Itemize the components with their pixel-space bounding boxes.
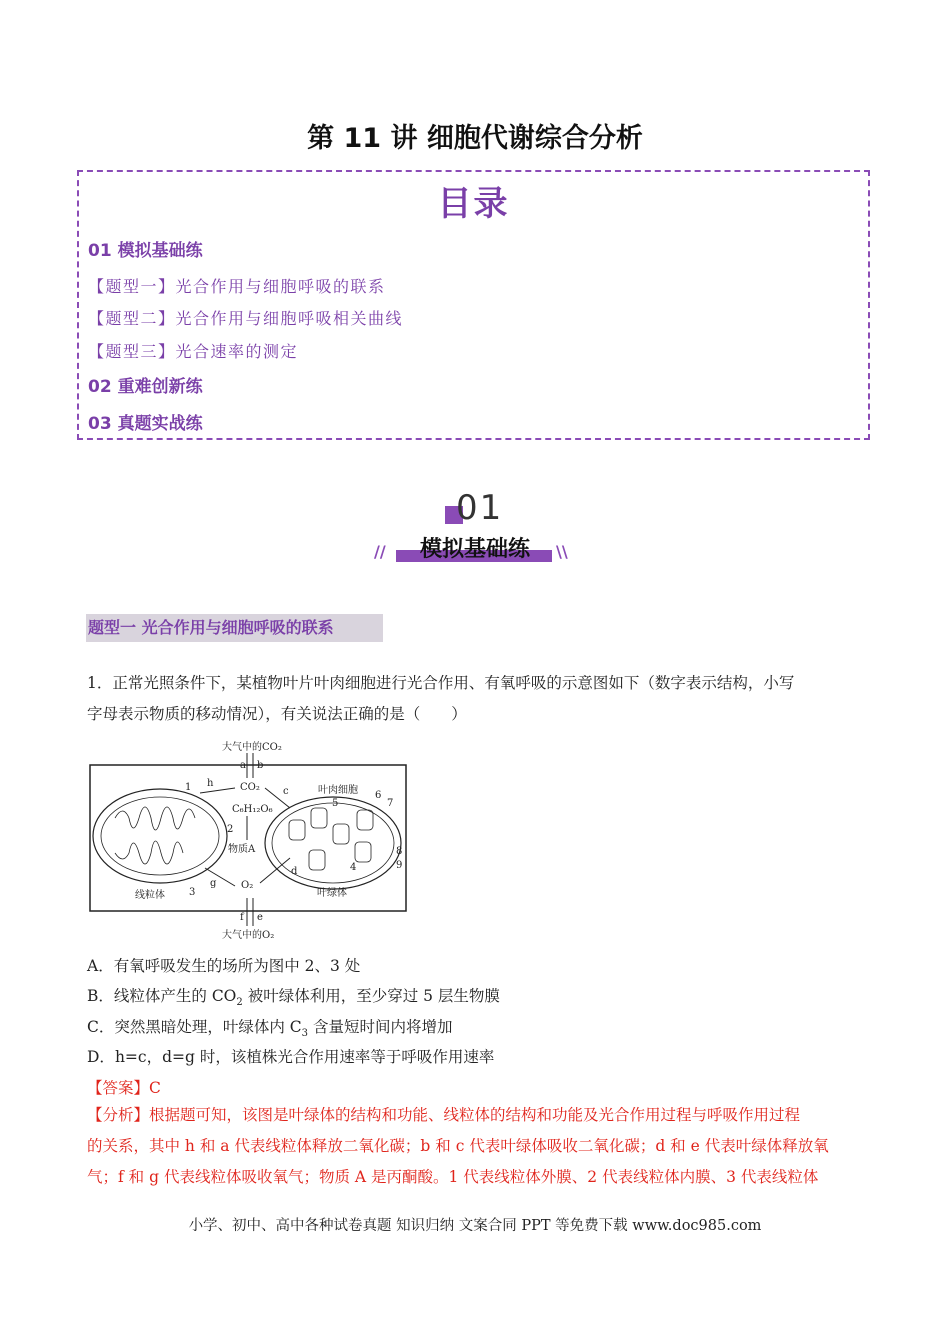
option-b-sub: 2 bbox=[236, 997, 243, 1009]
option-a[interactable] bbox=[87, 954, 360, 976]
answer-label: 【答案】 bbox=[87, 1079, 150, 1097]
toc-item-type-3[interactable]: 【题型三】光合速率的测定 bbox=[88, 342, 299, 361]
analysis-line-1: 根据题可知，该图是叶绿体的结构和功能、线粒体的结构和功能及光合作用过程与呼吸作用过程 bbox=[149, 1106, 801, 1124]
num-5: 5 bbox=[332, 798, 339, 809]
num-1: 1 bbox=[185, 782, 192, 793]
option-c[interactable] bbox=[87, 1015, 452, 1039]
label-e: e bbox=[257, 912, 263, 923]
toc-item-type-1[interactable]: 【题型一】光合作用与细胞呼吸的联系 bbox=[88, 277, 386, 296]
chloroplast-label: 叶绿体 bbox=[317, 888, 347, 899]
toc-item-section-01[interactable]: 01 模拟基础练 bbox=[88, 241, 203, 261]
option-c-sub: 3 bbox=[301, 1028, 309, 1040]
chloroplast-outer bbox=[265, 797, 401, 889]
option-d-text: h=c，d=g 时，该植株光合作用速率等于呼吸作用速率 bbox=[114, 1048, 495, 1066]
label-h: h bbox=[207, 778, 214, 789]
mitochondrion-cristae bbox=[115, 807, 195, 830]
cell-diagram bbox=[85, 738, 415, 943]
center-co2: CO₂ bbox=[240, 782, 260, 793]
num-4: 4 bbox=[350, 862, 357, 873]
mitochondrion-label: 线粒体 bbox=[135, 890, 165, 901]
question-stem-line-1: 1．正常光照条件下，某植物叶片叶肉细胞进行光合作用、有氧呼吸的示意图如下（数字表示结构，小写 bbox=[87, 674, 795, 692]
option-b-text-post: 被叶绿体利用，至少穿过 5 层生物膜 bbox=[242, 987, 500, 1005]
page-title: 第 11 讲 细胞代谢综合分析 bbox=[307, 123, 643, 154]
option-b-text-pre: 线粒体产生的 CO bbox=[113, 987, 237, 1005]
toc-item-type-2[interactable]: 【题型二】光合作用与细胞呼吸相关曲线 bbox=[88, 309, 404, 328]
num-3: 3 bbox=[189, 887, 196, 898]
question-type-heading: 题型一 光合作用与细胞呼吸的联系 bbox=[86, 614, 383, 642]
option-a-text: 有氧呼吸发生的场所为图中 2、3 处 bbox=[113, 957, 361, 975]
option-d-letter: D． bbox=[87, 1048, 115, 1066]
analysis-line-2: 的关系，其中 h 和 a 代表线粒体释放二氧化碳；b 和 c 代表叶绿体吸收二氧化碳；d 和 e 代表叶绿体释放氧 bbox=[87, 1137, 829, 1155]
num-2: 2 bbox=[227, 824, 234, 835]
mitochondrion-inner bbox=[101, 797, 219, 875]
analysis-label: 【分析】 bbox=[87, 1106, 150, 1124]
diagram-top-label: 大气中的CO₂ bbox=[222, 742, 282, 753]
label-b: b bbox=[257, 760, 264, 771]
arrow-h bbox=[200, 788, 235, 793]
option-c-letter: C． bbox=[87, 1018, 115, 1036]
answer-value: C bbox=[149, 1079, 161, 1097]
num-9: 9 bbox=[396, 860, 403, 871]
label-c: c bbox=[283, 786, 289, 797]
grana-stacks bbox=[289, 808, 373, 870]
label-a: a bbox=[240, 760, 246, 771]
arrow-d bbox=[260, 858, 290, 883]
section-number: 01 bbox=[456, 488, 504, 528]
mitochondrion-cristae-lower bbox=[115, 841, 183, 864]
page-footer: 小学、初中、高中各种试卷真题 知识归纳 文案合同 PPT 等免费下载 www.doc985.com bbox=[188, 1218, 762, 1234]
option-d[interactable] bbox=[87, 1045, 494, 1067]
label-d: d bbox=[291, 866, 298, 877]
section-badge bbox=[360, 488, 590, 578]
cell-label: 叶肉细胞 bbox=[318, 785, 358, 796]
center-glucose: C₆H₁₂O₆ bbox=[232, 804, 273, 815]
num-6: 6 bbox=[375, 790, 382, 801]
center-o2: O₂ bbox=[241, 880, 254, 891]
center-substance-a: 物质A bbox=[228, 844, 256, 855]
slash-left-icon: // bbox=[374, 542, 386, 561]
option-c-text-post: 含量短时间内将增加 bbox=[308, 1018, 453, 1036]
toc-item-section-02[interactable]: 02 重难创新练 bbox=[88, 377, 203, 397]
analysis bbox=[87, 1100, 867, 1193]
analysis-line-3: 气；f 和 g 代表线粒体吸收氧气；物质 A 是丙酮酸。1 代表线粒体外膜、2 代表线粒体内膜、3 代表线粒体 bbox=[87, 1168, 819, 1186]
question-stem bbox=[87, 668, 867, 730]
answer bbox=[87, 1076, 161, 1098]
question-stem-line-2: 字母表示物质的移动情况），有关说法正确的是（ ） bbox=[87, 705, 467, 723]
slash-right-icon: \\ bbox=[556, 542, 568, 561]
toc-heading: 目录 bbox=[437, 184, 510, 224]
option-c-text-pre: 突然黑暗处理，叶绿体内 C bbox=[114, 1018, 302, 1036]
section-label: 模拟基础练 bbox=[419, 537, 530, 562]
table-of-contents bbox=[77, 170, 870, 440]
option-b[interactable] bbox=[87, 984, 500, 1008]
num-7: 7 bbox=[387, 798, 394, 809]
diagram-bottom-label: 大气中的O₂ bbox=[222, 930, 275, 941]
toc-item-section-03[interactable]: 03 真题实战练 bbox=[88, 414, 203, 434]
option-b-letter: B． bbox=[87, 987, 114, 1005]
num-8: 8 bbox=[396, 846, 403, 857]
label-g: g bbox=[210, 878, 217, 889]
label-f: f bbox=[240, 912, 244, 923]
option-a-letter: A． bbox=[87, 957, 114, 975]
